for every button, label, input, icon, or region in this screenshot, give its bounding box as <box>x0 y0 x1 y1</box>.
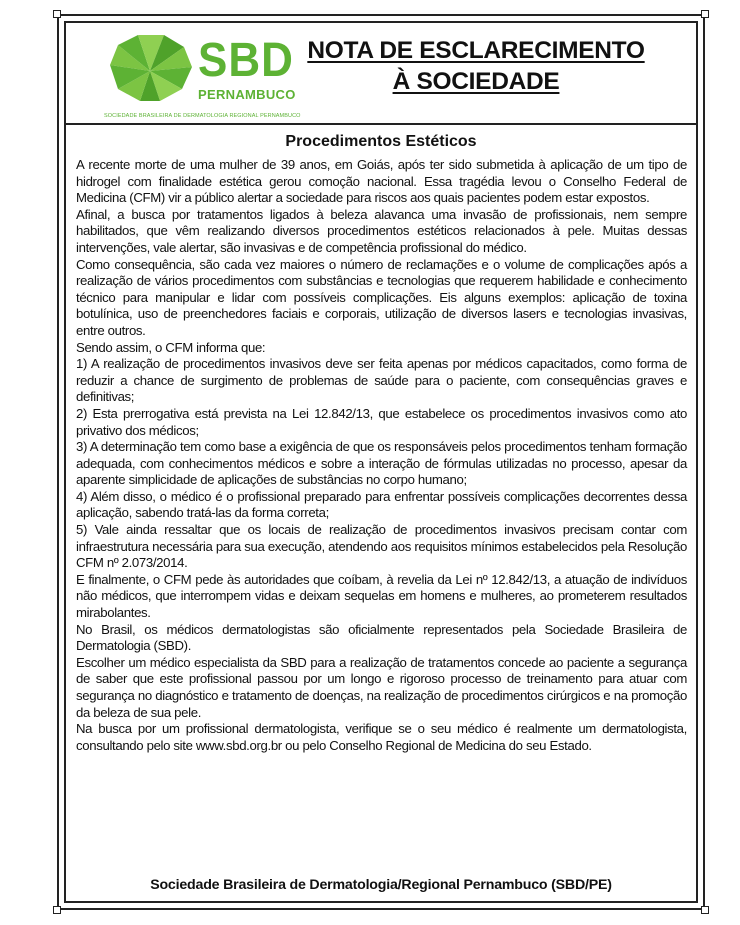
list-item: 2) Esta prerrogativa está prevista na Lei 12.842/13, que estabelece os procedimentos invasivos como ato privativo dos médicos; <box>76 405 687 438</box>
frame-corner <box>53 10 61 18</box>
umbrella-logo-icon <box>104 31 196 111</box>
notice-outer-frame <box>57 14 705 910</box>
notice-inner-frame <box>64 21 698 903</box>
frame-corner <box>701 10 709 18</box>
section-subtitle: Procedimentos Estéticos <box>285 133 477 150</box>
frame-corner <box>53 906 61 914</box>
list-item: 4) Além disso, o médico é o profissional preparado para enfrentar possíveis complicações decorrentes dessa aplicação, sabendo tratá-las da forma correta; <box>76 488 687 521</box>
body-paragraph: Na busca por um profissional dermatologista, verifique se o seu médico é realmente um dermatologista, consultando pelo site www.sbd.org.br ou pelo Conselho Regional de Medicina do seu Estado. <box>76 721 687 753</box>
logo-wordmark: SBD <box>198 33 294 87</box>
frame-corner <box>701 906 709 914</box>
notice-body <box>76 157 687 754</box>
notice-signature: Sociedade Brasileira de Dermatologia/Regional Pernambuco (SBD/PE) <box>150 877 612 893</box>
list-item: 5) Vale ainda ressaltar que os locais de realização de procedimentos invasivos precisam contar com infraestrutura necessária para sua execução, atendendo aos requisitos mínimos estabelecidos pela Resolução CFM nº 2.073/2014. <box>76 522 687 571</box>
notice-header <box>66 23 696 125</box>
body-paragraph: Escolher um médico especialista da SBD para a realização de tratamentos concede ao paciente a segurança de saber que este profissional passou por um longo e rigoroso processo de treinamento para atuar com segurança no diagnóstico e tratamento de doenças, na realização de procedimentos cirúrgicos e na promoção da beleza de sua pele. <box>76 654 687 720</box>
body-paragraph: E finalmente, o CFM pede às autoridades que coíbam, à revelia da Lei nº 12.842/13, a atuação de indivíduos não médicos, que interrompem vidas e deixam sequelas em homens e mulheres, ao prometerem resultados mirabolantes. <box>76 571 687 621</box>
notice-title <box>306 35 646 97</box>
logo-region: PERNAMBUCO <box>198 87 296 102</box>
body-paragraph: Como consequência, são cada vez maiores o número de reclamações e o volume de complicações após a realização de vários procedimentos com substâncias e tecnologias que requerem habilidade e conhecimento técnico para manipular e lidar com possíveis complicações. Eis alguns exemplos: aplicação de toxina botulínica, uso de preenchedores faciais e corporais, utilização de diversos lasers e tecnologias invasivas, entre outros. <box>76 256 687 338</box>
sbd-logo <box>104 31 314 121</box>
body-paragraph: Sendo assim, o CFM informa que: <box>76 339 266 355</box>
list-item: 3) A determinação tem como base a exigência de que os responsáveis pelos procedimentos tenham formação adequada, com conhecimentos médicos e sobre a interação de fórmulas utilizadas no processo, apesar da aparente simplicidade de aplicações de substâncias no corpo humano; <box>76 439 687 488</box>
logo-tagline: SOCIEDADE BRASILEIRA DE DERMATOLOGIA REGIONAL PERNAMBUCO <box>104 113 301 119</box>
body-paragraph: Afinal, a busca por tratamentos ligados à beleza alavanca uma invasão de profissionais, nem sempre habilitados, que vêm realizando diversos procedimentos estéticos relacionados à pele. Muitas dessas intervenções, vale alertar, são invasivas e de competência profissional do médico. <box>76 206 687 255</box>
title-line-2: À SOCIEDADE <box>392 68 560 95</box>
list-item: 1) A realização de procedimentos invasivos deve ser feita apenas por médicos capacitados, como forma de reduzir a chance de surgimento de problemas de saúde para o paciente, com consequências graves e definitivas; <box>76 356 687 405</box>
title-line-1: NOTA DE ESCLARECIMENTO <box>307 37 645 64</box>
body-paragraph: No Brasil, os médicos dermatologistas são oficialmente representados pela Sociedade Brasileira de Dermatologia (SBD). <box>76 621 687 654</box>
body-paragraph: A recente morte de uma mulher de 39 anos, em Goiás, após ter sido submetida à aplicação de um tipo de hidrogel com finalidade estética gerou comoção nacional. Essa tragédia levou o Conselho Federal de Medicina (CFM) vir a público alertar a sociedade para riscos aos quais pacientes podem estar expostos. <box>76 157 687 206</box>
